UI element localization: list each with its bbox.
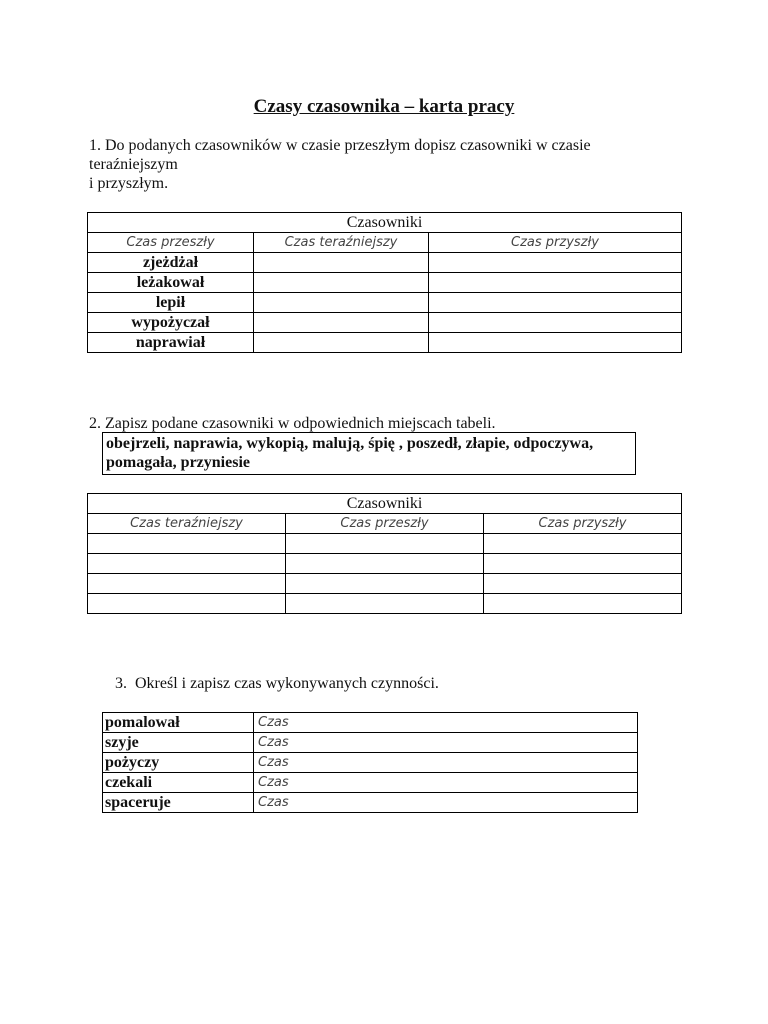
- task3-verb: spaceruje: [103, 793, 254, 813]
- task1-instruction: [89, 136, 729, 193]
- task1-verb: leżakował: [88, 273, 254, 293]
- task1-line1: 1. Do podanych czasowników w czasie przeszłym dopisz czasowniki w czasie: [89, 137, 591, 154]
- task3-answer[interactable]: Czas: [254, 713, 638, 733]
- task3-verb: pomalował: [103, 713, 254, 733]
- task2-table: [87, 493, 682, 614]
- task1-verb: lepił: [88, 293, 254, 313]
- task3-verb: szyje: [103, 733, 254, 753]
- answer-cell[interactable]: [88, 574, 286, 594]
- answer-cell[interactable]: [429, 253, 682, 273]
- task1-col-past: Czas przeszły: [88, 233, 254, 253]
- word-bank: [102, 432, 636, 475]
- task1-line3: i przyszłym.: [89, 175, 169, 192]
- answer-cell[interactable]: [429, 273, 682, 293]
- task2-table-header: Czasowniki: [88, 494, 682, 514]
- task3-answer[interactable]: Czas: [254, 753, 638, 773]
- task2-col-past: Czas przeszły: [286, 514, 484, 534]
- table-row: [103, 793, 638, 813]
- answer-cell[interactable]: [88, 594, 286, 614]
- answer-cell[interactable]: [484, 574, 682, 594]
- task2-col-future: Czas przyszły: [484, 514, 682, 534]
- word-bank-line1: obejrzeli, naprawia, wykopią, malują, śpię , poszedł, złapie, odpoczywa,: [106, 435, 594, 452]
- table-row: [88, 534, 682, 554]
- table-row: [88, 273, 682, 293]
- answer-cell[interactable]: [286, 554, 484, 574]
- task3-number: 3.: [115, 675, 127, 692]
- answer-cell[interactable]: [429, 333, 682, 353]
- task3-answer[interactable]: Czas: [254, 733, 638, 753]
- table-row: [103, 733, 638, 753]
- task3-answer[interactable]: Czas: [254, 793, 638, 813]
- task1-line2: teraźniejszym: [89, 156, 178, 173]
- task1-verb: naprawiał: [88, 333, 254, 353]
- answer-cell[interactable]: [484, 594, 682, 614]
- answer-cell[interactable]: [286, 534, 484, 554]
- answer-cell[interactable]: [254, 313, 429, 333]
- task1-col-present: Czas teraźniejszy: [254, 233, 429, 253]
- task3-text: Określ i zapisz czas wykonywanych czynności.: [135, 675, 439, 692]
- task3-verb: pożyczy: [103, 753, 254, 773]
- answer-cell[interactable]: [88, 554, 286, 574]
- task1-verb: wypożyczał: [88, 313, 254, 333]
- answer-cell[interactable]: [484, 534, 682, 554]
- table-row: [88, 554, 682, 574]
- table-row: [103, 713, 638, 733]
- answer-cell[interactable]: [254, 293, 429, 313]
- answer-cell[interactable]: [429, 313, 682, 333]
- word-bank-line2: pomagała, przyniesie: [106, 454, 250, 471]
- answer-cell[interactable]: [286, 574, 484, 594]
- answer-cell[interactable]: [254, 273, 429, 293]
- task3-table: [102, 712, 638, 813]
- task1-verb: zjeżdżał: [88, 253, 254, 273]
- answer-cell[interactable]: [484, 554, 682, 574]
- table-row: [88, 293, 682, 313]
- answer-cell[interactable]: [286, 594, 484, 614]
- task2-instruction: 2. Zapisz podane czasowniki w odpowiednich miejscach tabeli.: [89, 415, 496, 432]
- table-row: [88, 253, 682, 273]
- task2-col-present: Czas teraźniejszy: [88, 514, 286, 534]
- table-row: [103, 753, 638, 773]
- answer-cell[interactable]: [254, 253, 429, 273]
- table-row: [88, 313, 682, 333]
- task1-col-future: Czas przyszły: [429, 233, 682, 253]
- task3-instruction: [115, 674, 715, 693]
- table-row: [88, 333, 682, 353]
- answer-cell[interactable]: [88, 534, 286, 554]
- table-row: [88, 574, 682, 594]
- task1-table-header: Czasowniki: [88, 213, 682, 233]
- task3-verb: czekali: [103, 773, 254, 793]
- task1-table: [87, 212, 682, 353]
- page-title: Czasy czasownika – karta pracy: [253, 96, 515, 117]
- answer-cell[interactable]: [254, 333, 429, 353]
- answer-cell[interactable]: [429, 293, 682, 313]
- table-row: [88, 594, 682, 614]
- task3-answer[interactable]: Czas: [254, 773, 638, 793]
- table-row: [103, 773, 638, 793]
